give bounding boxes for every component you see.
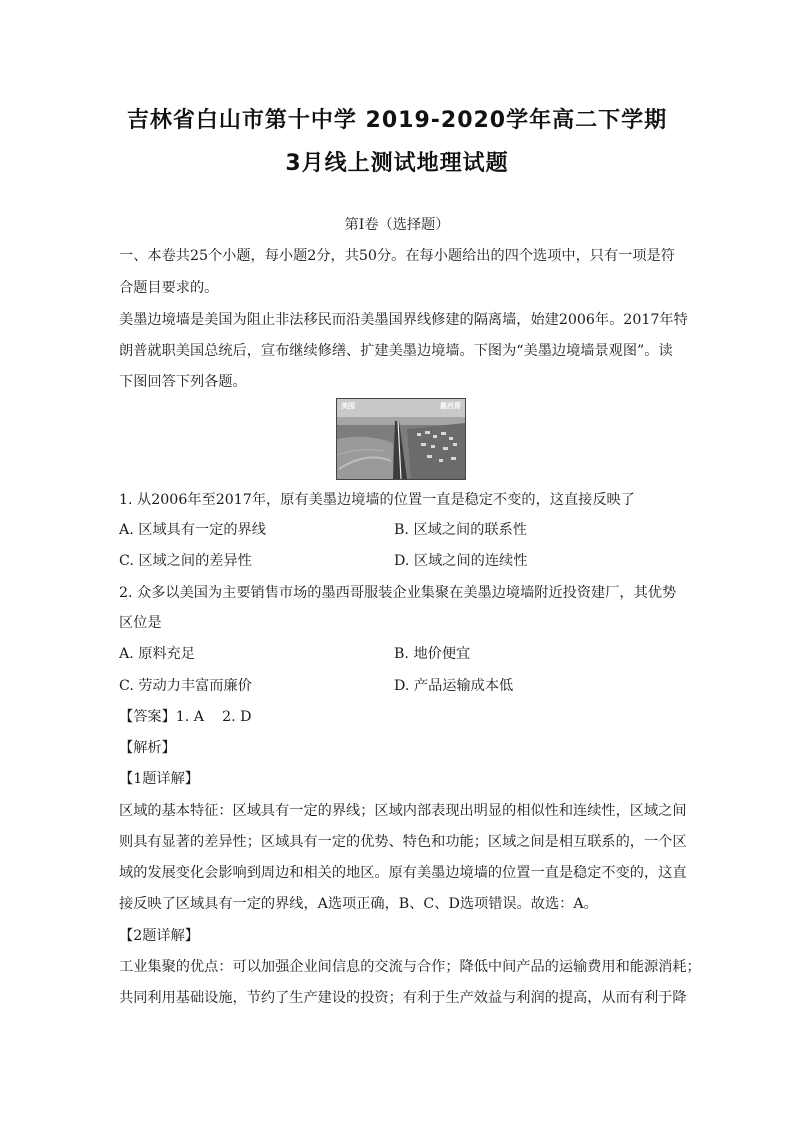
q2-detail-heading: 【2题详解】 (119, 928, 199, 944)
question-2-option-a: A. 原料充足 (119, 646, 196, 662)
q1-detail-line-2: 则具有显著的差异性；区域具有一定的优势、特色和功能；区域之间是相互联系的，一个区 (119, 834, 687, 850)
section-heading: 第Ⅰ卷（选择题） (344, 217, 450, 233)
title-line-1: 吉林省白山市第十中学 2019-2020学年高二下学期 (126, 108, 668, 133)
figure-label-usa: 美国 (341, 402, 355, 410)
q2-detail-line-1: 工业集聚的优点：可以加强企业间信息的交流与合作；降低中间产品的运输费用和能源消耗； (119, 959, 701, 975)
passage-line-1: 美墨边境墙是美国为阻止非法移民而沿美墨国界线修建的隔离墙，始建2006年。2017年特 (119, 312, 688, 328)
figure-label-mexico: 墨西哥 (440, 402, 461, 410)
q1-detail-line-4: 接反映了区域具有一定的界线，A选项正确，B、C、D选项错误。故选：A。 (119, 896, 598, 912)
answer-line: 【答案】1. A 2. D (119, 709, 252, 725)
q1-detail-heading: 【1题详解】 (119, 771, 199, 787)
question-2-option-d: D. 产品运输成本低 (394, 678, 514, 694)
instructions-line-1: 一、本卷共25个小题，每小题2分，共50分。在每小题给出的四个选项中，只有一项是符 (119, 248, 675, 264)
title-line-2: 3月线上测试地理试题 (285, 151, 509, 176)
question-1-option-d: D. 区域之间的连续性 (394, 553, 528, 569)
q2-detail-line-2: 共同利用基础设施，节约了生产建设的投资；有利于生产效益与利润的提高，从而有利于降 (119, 990, 687, 1006)
passage-line-2: 朗普就职美国总统后，宣布继续修缮、扩建美墨边境墙。下图为“美墨边境墙景观图”。读 (119, 343, 673, 359)
q1-detail-line-3: 域的发展变化会影响到周边和相关的地区。原有美墨边境墙的位置一直是稳定不变的，这直 (119, 865, 687, 881)
question-2-option-c: C. 劳动力丰富而廉价 (119, 678, 252, 694)
question-1-option-c: C. 区域之间的差异性 (119, 553, 252, 569)
q1-detail-line-1: 区域的基本特征：区域具有一定的界线；区域内部表现出明显的相似性和连续性，区域之间 (119, 803, 687, 819)
border-wall-landscape (337, 399, 465, 479)
question-1-option-a: A. 区域具有一定的界线 (119, 522, 266, 538)
passage-line-3: 下图回答下列各题。 (119, 374, 247, 390)
analysis-heading: 【解析】 (119, 740, 176, 756)
question-2-stem-line-1: 2. 众多以美国为主要销售市场的墨西哥服装企业集聚在美墨边境墙附近投资建厂，其优势 (119, 585, 677, 601)
border-wall-photo (336, 398, 466, 480)
question-1-stem: 1. 从2006年至2017年，原有美墨边境墙的位置一直是稳定不变的，这直接反映了 (119, 492, 635, 508)
question-2-option-b: B. 地价便宜 (394, 646, 471, 662)
instructions-line-2: 合题目要求的。 (119, 280, 219, 296)
question-2-stem-line-2: 区位是 (119, 615, 162, 631)
question-1-option-b: B. 区域之间的联系性 (394, 522, 527, 538)
